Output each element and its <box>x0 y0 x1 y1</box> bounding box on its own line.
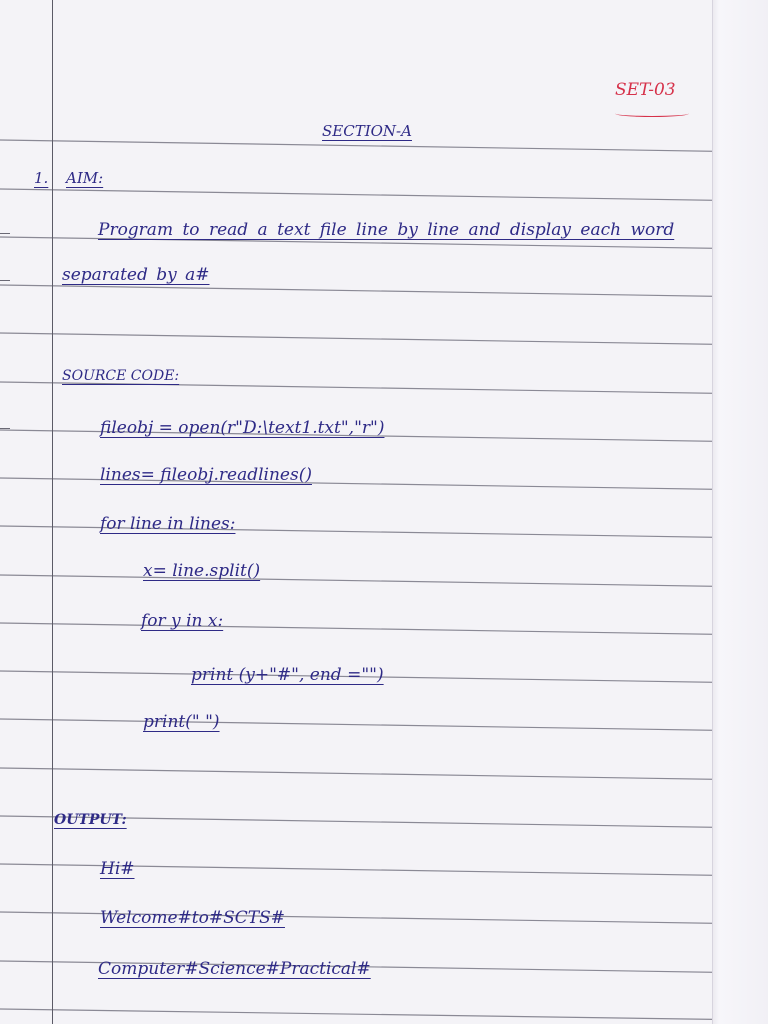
output-heading: OUTPUT: <box>54 812 127 828</box>
code-line: lines= fileobj.readlines() <box>100 465 312 485</box>
rule-line <box>0 333 758 345</box>
code-line: fileobj = open(r"D:\text1.txt","r") <box>100 418 385 438</box>
aim-heading: AIM: <box>66 169 104 187</box>
source-code-heading: SOURCE CODE: <box>62 368 180 384</box>
margin-tick <box>0 280 10 281</box>
aim-text-line: separated by a# <box>62 265 210 285</box>
page-edge <box>712 0 768 1024</box>
rule-line <box>0 285 758 297</box>
rule-line <box>0 140 758 152</box>
margin-tick <box>0 233 10 234</box>
code-line: print(" ") <box>143 712 220 732</box>
code-line: print (y+"#", end ="") <box>191 665 384 685</box>
rule-line <box>0 719 758 731</box>
set-label-underline <box>615 110 689 117</box>
margin-tick <box>0 428 10 429</box>
question-number: 1. <box>34 169 49 187</box>
margin-line <box>52 0 53 1024</box>
output-line: Hi# <box>100 859 135 879</box>
rule-line <box>0 189 758 201</box>
section-title: SECTION-A <box>322 122 412 140</box>
aim-text-line: Program to read a text file line by line and display each word <box>98 220 675 240</box>
code-line: for y in x: <box>141 611 224 631</box>
output-line: Computer#Science#Practical# <box>98 959 371 979</box>
rule-line <box>0 623 758 635</box>
set-label: SET-03 <box>615 80 676 100</box>
code-line: x= line.split() <box>143 561 261 581</box>
code-line: for line in lines: <box>100 514 236 534</box>
rule-line <box>0 768 758 780</box>
output-line: Welcome#to#SCTS# <box>100 908 285 928</box>
rule-line <box>0 575 758 587</box>
rule-line <box>0 1009 758 1020</box>
